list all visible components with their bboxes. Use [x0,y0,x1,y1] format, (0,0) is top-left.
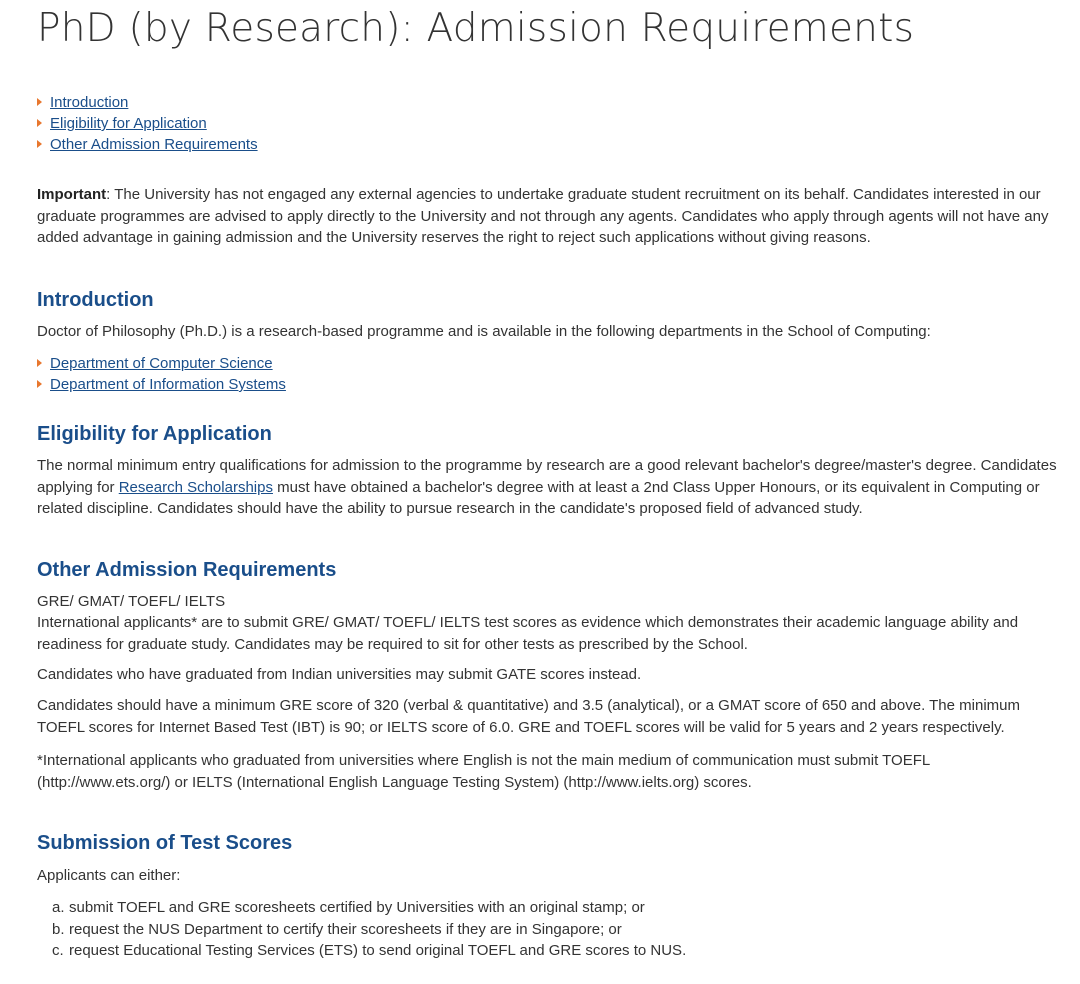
page-title: PhD (by Research): Admission Requirements [37,6,915,51]
list-item-text: submit TOEFL and GRE scoresheets certified by Universities with an original stamp; or [69,899,645,916]
list-item [37,374,286,395]
eligibility-text-before: The normal minimum entry qualifications for admission to the programme by research are a good relevant bachelor's degree/master's degree. Candidates applying for [37,457,1057,496]
list-item-text: request Educational Testing Services (ETS) to send original TOEFL and GRE scores to NUS. [69,942,687,959]
introduction-heading: Introduction [37,289,154,311]
other-para-4: *International applicants who graduated from universities where English is not the main medium of communication must submit TOEFL (http://www.ets.org/) or IELTS (International English Language Testing System) (http://www.ielts.org) scores. [37,752,930,791]
arrow-icon [37,98,42,106]
toc-link-eligibility[interactable]: Eligibility for Application [50,115,207,132]
other-para-1: International applicants* are to submit GRE/ GMAT/ TOEFL/ IELTS test scores as evidence which demonstrates their academic language ability and readiness for graduate study. Candidates may be required to sit for other tests as prescribed by the School. [37,614,1019,653]
arrow-icon [37,380,42,388]
other-requirements-heading: Other Admission Requirements [37,559,337,581]
link-information-systems[interactable]: Department of Information Systems [50,376,286,393]
link-computer-science[interactable]: Department of Computer Science [50,355,273,372]
arrow-icon [37,119,42,127]
important-text: : The University has not engaged any external agencies to undertake graduate student recruitment on its behalf. Candidates interested in our graduate programmes are advised to apply directly to the University and not through any agents. Candidates who apply through agents will not have any added advantage in gaining admission and the University reserves the right to reject such applications without giving reasons. [37,186,1049,246]
important-label: Important [37,186,107,203]
submission-heading: Submission of Test Scores [37,832,293,854]
introduction-text: Doctor of Philosophy (Ph.D.) is a research-based programme and is available in the following departments in the School of Computing: [37,323,931,340]
list-item [37,353,286,374]
list-marker: a. [52,899,65,916]
important-notice [37,184,1059,249]
submission-options-list [52,897,686,962]
eligibility-text-after: must have obtained a bachelor's degree with at least a 2nd Class Upper Honours, or its equivalent in Computing or related discipline. Candidates should have the ability to pursue research in the candidate's proposed field of advanced study. [37,478,1040,517]
toc-item-other-requirements [37,134,258,155]
table-of-contents [37,92,258,155]
list-marker: c. [52,942,64,959]
other-para-2: Candidates who have graduated from Indian universities may submit GATE scores instead. [37,666,642,683]
research-scholarships-link[interactable]: Research Scholarships [118,478,273,496]
toc-link-other-requirements[interactable]: Other Admission Requirements [50,136,258,153]
toc-item-eligibility [37,113,258,134]
list-item [52,897,686,919]
test-subheading: GRE/ GMAT/ TOEFL/ IELTS [37,593,226,610]
toc-link-introduction[interactable]: Introduction [50,94,129,111]
list-marker: b. [52,920,65,938]
list-item-text: request the NUS Department to certify their scoresheets if they are in Singapore; or [69,920,622,938]
submission-intro: Applicants can either: [37,867,181,884]
eligibility-heading: Eligibility for Application [37,423,272,445]
arrow-icon [37,359,42,367]
department-list [37,353,286,395]
arrow-icon [37,140,42,148]
eligibility-text [37,455,1059,520]
toc-item-introduction [37,92,258,113]
list-item [52,919,686,941]
other-para-3: Candidates should have a minimum GRE score of 320 (verbal & quantitative) and 3.5 (analytical), or a GMAT score of 650 and above. The minimum TOEFL scores for Internet Based Test (IBT) is 90; or IELTS score of 6.0. GRE and TOEFL scores will be valid for 5 years and 2 years respectively. [37,697,1020,736]
list-item [52,940,686,962]
